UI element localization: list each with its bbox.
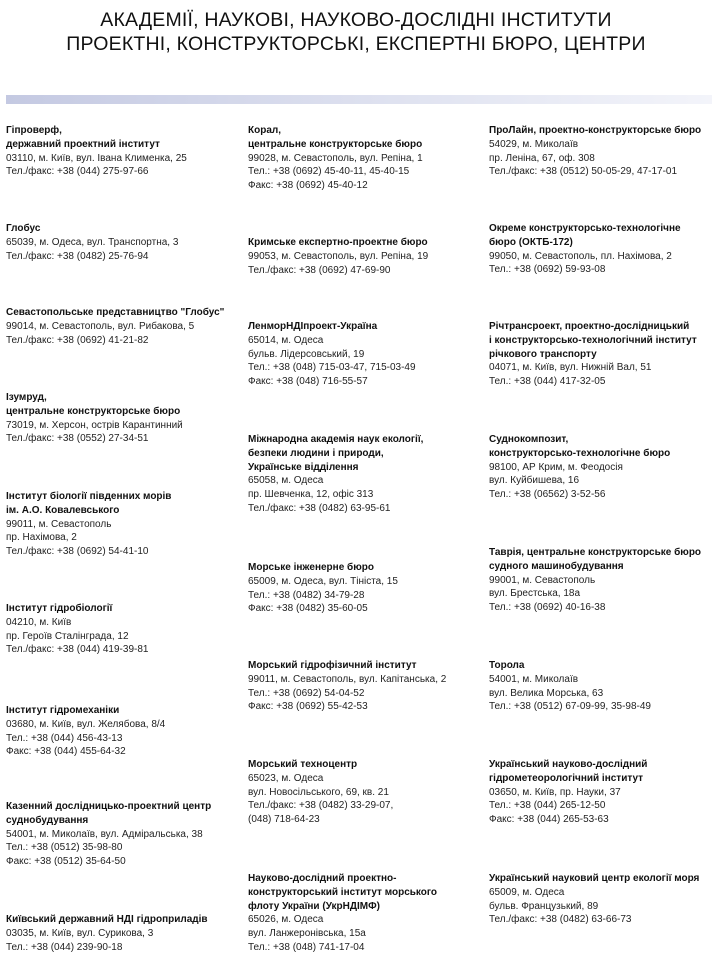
directory-entry bbox=[6, 913, 208, 954]
entry-name: бюро (ОКТБ-172) bbox=[489, 236, 573, 248]
entry-detail-line: 54001, м. Миколаїв, вул. Адміральська, 38 bbox=[6, 828, 203, 840]
directory-entry bbox=[489, 222, 681, 277]
directory-entry bbox=[248, 320, 416, 389]
entry-detail-line: Тел.: +38 (048) 741-17-04 bbox=[248, 941, 365, 953]
entry-detail-line: вул. Велика Морська, 63 bbox=[489, 687, 604, 699]
directory-entry bbox=[248, 872, 437, 955]
entry-detail-line: 99028, м. Севастополь, вул. Репіна, 1 bbox=[248, 152, 423, 164]
entry-name: державний проектний інститут bbox=[6, 138, 160, 150]
entry-detail-line: Тел.: +38 (0692) 40-16-38 bbox=[489, 602, 606, 614]
entry-name: Севастопольське представництво "Глобус" bbox=[6, 307, 225, 318]
entry-detail-line: Тел.: +38 (0512) 67-09-99, 35-98-49 bbox=[489, 701, 651, 713]
entry-detail-line: 65058, м. Одеса bbox=[248, 475, 324, 487]
entry-detail-line: вул. Брестська, 18а bbox=[489, 588, 581, 600]
entry-detail-line: Факс: +38 (0692) 45-40-12 bbox=[248, 180, 368, 192]
entry-detail-line: 03650, м. Київ, пр. Науки, 37 bbox=[489, 786, 621, 798]
entry-name: Українське відділення bbox=[248, 461, 359, 473]
entry-name: Міжнародна академія наук екології, bbox=[248, 434, 424, 445]
directory-entry bbox=[6, 306, 224, 347]
entry-detail-line: Тел./факс: +38 (044) 275-97-66 bbox=[6, 166, 149, 178]
directory-entry bbox=[489, 546, 701, 615]
entry-name: Торола bbox=[489, 660, 525, 671]
entry-detail-line: Тел.: +38 (06562) 3-52-56 bbox=[489, 489, 606, 501]
entry-detail-line: Тел.: +38 (044) 417-32-05 bbox=[489, 376, 606, 388]
entry-name: Науково-дослідний проектно- bbox=[248, 873, 397, 884]
entry-detail-line: пр. Нахімова, 2 bbox=[6, 532, 77, 544]
entry-name: Морський гідрофізичний інститут bbox=[248, 660, 417, 671]
entry-name: конструкторський інститут морського bbox=[248, 886, 438, 898]
entry-name: Інститут гідробіології bbox=[6, 603, 113, 614]
entry-detail-line: вул. Ланжеронівська, 15а bbox=[248, 928, 366, 940]
entry-detail-line: Тел./факс: +38 (0482) 33-29-07, bbox=[248, 800, 394, 812]
entry-detail-line: 65014, м. Одеса bbox=[248, 334, 324, 346]
entry-detail-line: пр. Героїв Сталінграда, 12 bbox=[6, 630, 129, 642]
entry-detail-line: Тел.: +38 (0692) 45-40-11, 45-40-15 bbox=[248, 166, 410, 178]
directory-entry bbox=[248, 236, 428, 277]
entry-name: Окреме конструкторсько-технологічне bbox=[489, 223, 681, 234]
title-line-1: АКАДЕМІЇ, НАУКОВІ, НАУКОВО-ДОСЛІДНІ ІНСТИТУТИ bbox=[100, 9, 612, 31]
entry-detail-line: Тел.: +38 (0692) 54-04-52 bbox=[248, 687, 365, 699]
entry-detail-line: 65009, м. Одеса bbox=[489, 886, 565, 898]
entry-detail-line: 03035, м. Київ, вул. Сурикова, 3 bbox=[6, 927, 154, 939]
entry-detail-line: Тел./факс: +38 (0552) 27-34-51 bbox=[6, 433, 149, 445]
entry-detail-line: Тел./факс: +38 (0512) 50-05-29, 47-17-01 bbox=[489, 166, 678, 178]
entry-detail-line: Тел./факс: +38 (0482) 63-66-73 bbox=[489, 914, 632, 926]
entry-name: Таврія, центральне конструкторське бюро bbox=[489, 547, 702, 558]
entry-name: Інститут біології південних морів bbox=[6, 491, 172, 502]
entry-detail-line: Факс: +38 (0692) 55-42-53 bbox=[248, 701, 368, 713]
entry-name: Морський техноцентр bbox=[248, 759, 358, 770]
entry-detail-line: бульв. Лідерсовський, 19 bbox=[248, 348, 365, 360]
directory-entry bbox=[489, 872, 699, 927]
entry-detail-line: вул. Новосільського, 69, кв. 21 bbox=[248, 786, 389, 798]
directory-entry bbox=[489, 433, 670, 502]
entry-name: Корал, bbox=[248, 125, 282, 136]
entry-detail-line: 03680, м. Київ, вул. Желябова, 8/4 bbox=[6, 718, 166, 730]
entry-detail-line: Тел./факс: +38 (0482) 25-76-94 bbox=[6, 250, 149, 262]
title-line-2: ПРОЕКТНІ, КОНСТРУКТОРСЬКІ, ЕКСПЕРТНІ БЮРО, ЦЕНТРИ bbox=[66, 33, 646, 55]
directory-entry bbox=[489, 124, 701, 179]
entry-detail-line: Тел.: +38 (044) 456-43-13 bbox=[6, 732, 123, 744]
entry-detail-line: 54001, м. Миколаїв bbox=[489, 673, 579, 685]
entry-name: Київський державний НДІ гідроприладів bbox=[6, 914, 208, 925]
entry-name: Український науково-дослідний bbox=[489, 759, 648, 770]
entry-name: Морське інженерне бюро bbox=[248, 562, 374, 573]
entry-detail-line: вул. Куйбишева, 16 bbox=[489, 475, 580, 487]
entry-detail-line: Тел./факс: +38 (0692) 54-41-10 bbox=[6, 546, 149, 558]
entry-detail-line: Факс: +38 (0482) 35-60-05 bbox=[248, 603, 368, 615]
entry-detail-line: Тел.: +38 (044) 239-90-18 bbox=[6, 941, 123, 953]
entry-detail-line: Тел./факс: +38 (0692) 47-69-90 bbox=[248, 264, 391, 276]
entry-detail-line: Тел.: +38 (048) 715-03-47, 715-03-49 bbox=[248, 362, 416, 374]
entry-detail-line: 99011, м. Севастополь, вул. Капітанська, 2 bbox=[248, 673, 447, 685]
entry-name: суднобудування bbox=[6, 814, 89, 826]
entry-name: Казенний дослідницько-проектний центр bbox=[6, 801, 212, 812]
entry-detail-line: Тел./факс: +38 (044) 419-39-81 bbox=[6, 644, 149, 656]
entry-detail-line: 65023, м. Одеса bbox=[248, 772, 324, 784]
entry-detail-line: Тел.: +38 (0512) 35-98-80 bbox=[6, 842, 123, 854]
entry-name: конструкторсько-технологічне бюро bbox=[489, 447, 671, 459]
directory-entry bbox=[248, 433, 423, 516]
entry-detail-line: бульв. Французький, 89 bbox=[489, 900, 599, 912]
entry-detail-line: 65026, м. Одеса bbox=[248, 914, 324, 926]
entry-detail-line: Тел.: +38 (044) 265-12-50 bbox=[489, 800, 606, 812]
entry-detail-line: 65009, м. Одеса, вул. Тініста, 15 bbox=[248, 575, 398, 587]
entry-name: Суднокомпозит, bbox=[489, 434, 569, 445]
entry-name: і конструкторсько-технологічний інститут bbox=[489, 334, 697, 346]
entry-name: ЛенморНДІпроект-Україна bbox=[248, 321, 378, 332]
entry-name: центральне конструкторське бюро bbox=[248, 138, 423, 150]
entry-detail-line: пр. Леніна, 67, оф. 308 bbox=[489, 152, 595, 164]
entry-detail-line: 04210, м. Київ bbox=[6, 616, 72, 628]
entry-name: Кримське експертно-проектне бюро bbox=[248, 237, 428, 248]
entry-name: ПроЛайн, проектно-конструкторське бюро bbox=[489, 125, 702, 136]
entry-name: судного машинобудування bbox=[489, 560, 624, 572]
directory-entry bbox=[248, 758, 393, 827]
entry-detail-line: Факс: +38 (044) 265-53-63 bbox=[489, 814, 609, 826]
entry-detail-line: 99011, м. Севастополь bbox=[6, 518, 112, 530]
entry-name: Річтрансроект, проектно-дослідницький bbox=[489, 321, 690, 332]
entry-detail-line: пр. Шевченка, 12, офіс 313 bbox=[248, 489, 374, 501]
entry-detail-line: 99014, м. Севастополь, вул. Рибакова, 5 bbox=[6, 320, 195, 332]
entry-name: річкового транспорту bbox=[489, 348, 597, 360]
page-title bbox=[0, 8, 712, 56]
entry-name: флоту України (УкрНДІМФ) bbox=[248, 900, 380, 912]
directory-entry bbox=[6, 391, 183, 446]
entry-detail-line: Факс: +38 (048) 716-55-57 bbox=[248, 376, 368, 388]
entry-detail-line: Тел./факс: +38 (0692) 41-21-82 bbox=[6, 334, 149, 346]
directory-entry bbox=[6, 800, 211, 869]
directory-entry bbox=[248, 561, 398, 616]
entry-detail-line: Тел.: +38 (0482) 34-79-28 bbox=[248, 589, 365, 601]
entry-detail-line: 98100, АР Крим, м. Феодосія bbox=[489, 461, 623, 473]
directory-entry bbox=[6, 490, 171, 559]
entry-detail-line: Тел./факс: +38 (0482) 63-95-61 bbox=[248, 502, 391, 514]
directory-entry bbox=[489, 758, 647, 827]
entry-detail-line: 99053, м. Севастополь, вул. Репіна, 19 bbox=[248, 250, 429, 262]
entry-name: Глобус bbox=[6, 223, 41, 234]
directory-entry bbox=[248, 124, 423, 193]
entry-detail-line: 65039, м. Одеса, вул. Транспортна, 3 bbox=[6, 236, 179, 248]
entry-name: Український науковий центр екології моря bbox=[489, 873, 700, 884]
entry-name: гідрометеорологічний інститут bbox=[489, 772, 644, 784]
header-divider-bar bbox=[6, 95, 712, 104]
entry-detail-line: 03110, м. Київ, вул. Івана Клименка, 25 bbox=[6, 152, 187, 164]
directory-entry bbox=[6, 602, 148, 657]
directory-entry bbox=[6, 704, 165, 759]
entry-detail-line: (048) 718-64-23 bbox=[248, 814, 320, 826]
directory-entry bbox=[248, 659, 446, 714]
entry-name: Гіпроверф, bbox=[6, 125, 62, 136]
entry-detail-line: 99001, м. Севастополь bbox=[489, 574, 596, 586]
entry-name: безпеки людини і природи, bbox=[248, 447, 384, 459]
entry-detail-line: Тел.: +38 (0692) 59-93-08 bbox=[489, 264, 606, 276]
entry-detail-line: 99050, м. Севастополь, пл. Нахімова, 2 bbox=[489, 250, 672, 262]
entry-detail-line: 73019, м. Херсон, острів Карантинний bbox=[6, 419, 183, 431]
entry-name: Інститут гідромеханіки bbox=[6, 705, 120, 716]
entry-detail-line: 54029, м. Миколаїв bbox=[489, 138, 579, 150]
directory-entry bbox=[489, 320, 697, 389]
directory-entry bbox=[489, 659, 651, 714]
entry-detail-line: 04071, м. Київ, вул. Нижній Вал, 51 bbox=[489, 362, 652, 374]
entry-detail-line: Факс: +38 (044) 455-64-32 bbox=[6, 746, 126, 758]
directory-entry bbox=[6, 124, 187, 179]
entry-detail-line: Факс: +38 (0512) 35-64-50 bbox=[6, 856, 126, 868]
directory-entry bbox=[6, 222, 178, 263]
entry-name: центральне конструкторське бюро bbox=[6, 405, 181, 417]
entry-name: ім. А.О. Ковалевського bbox=[6, 504, 120, 516]
entry-name: Ізумруд, bbox=[6, 392, 47, 403]
